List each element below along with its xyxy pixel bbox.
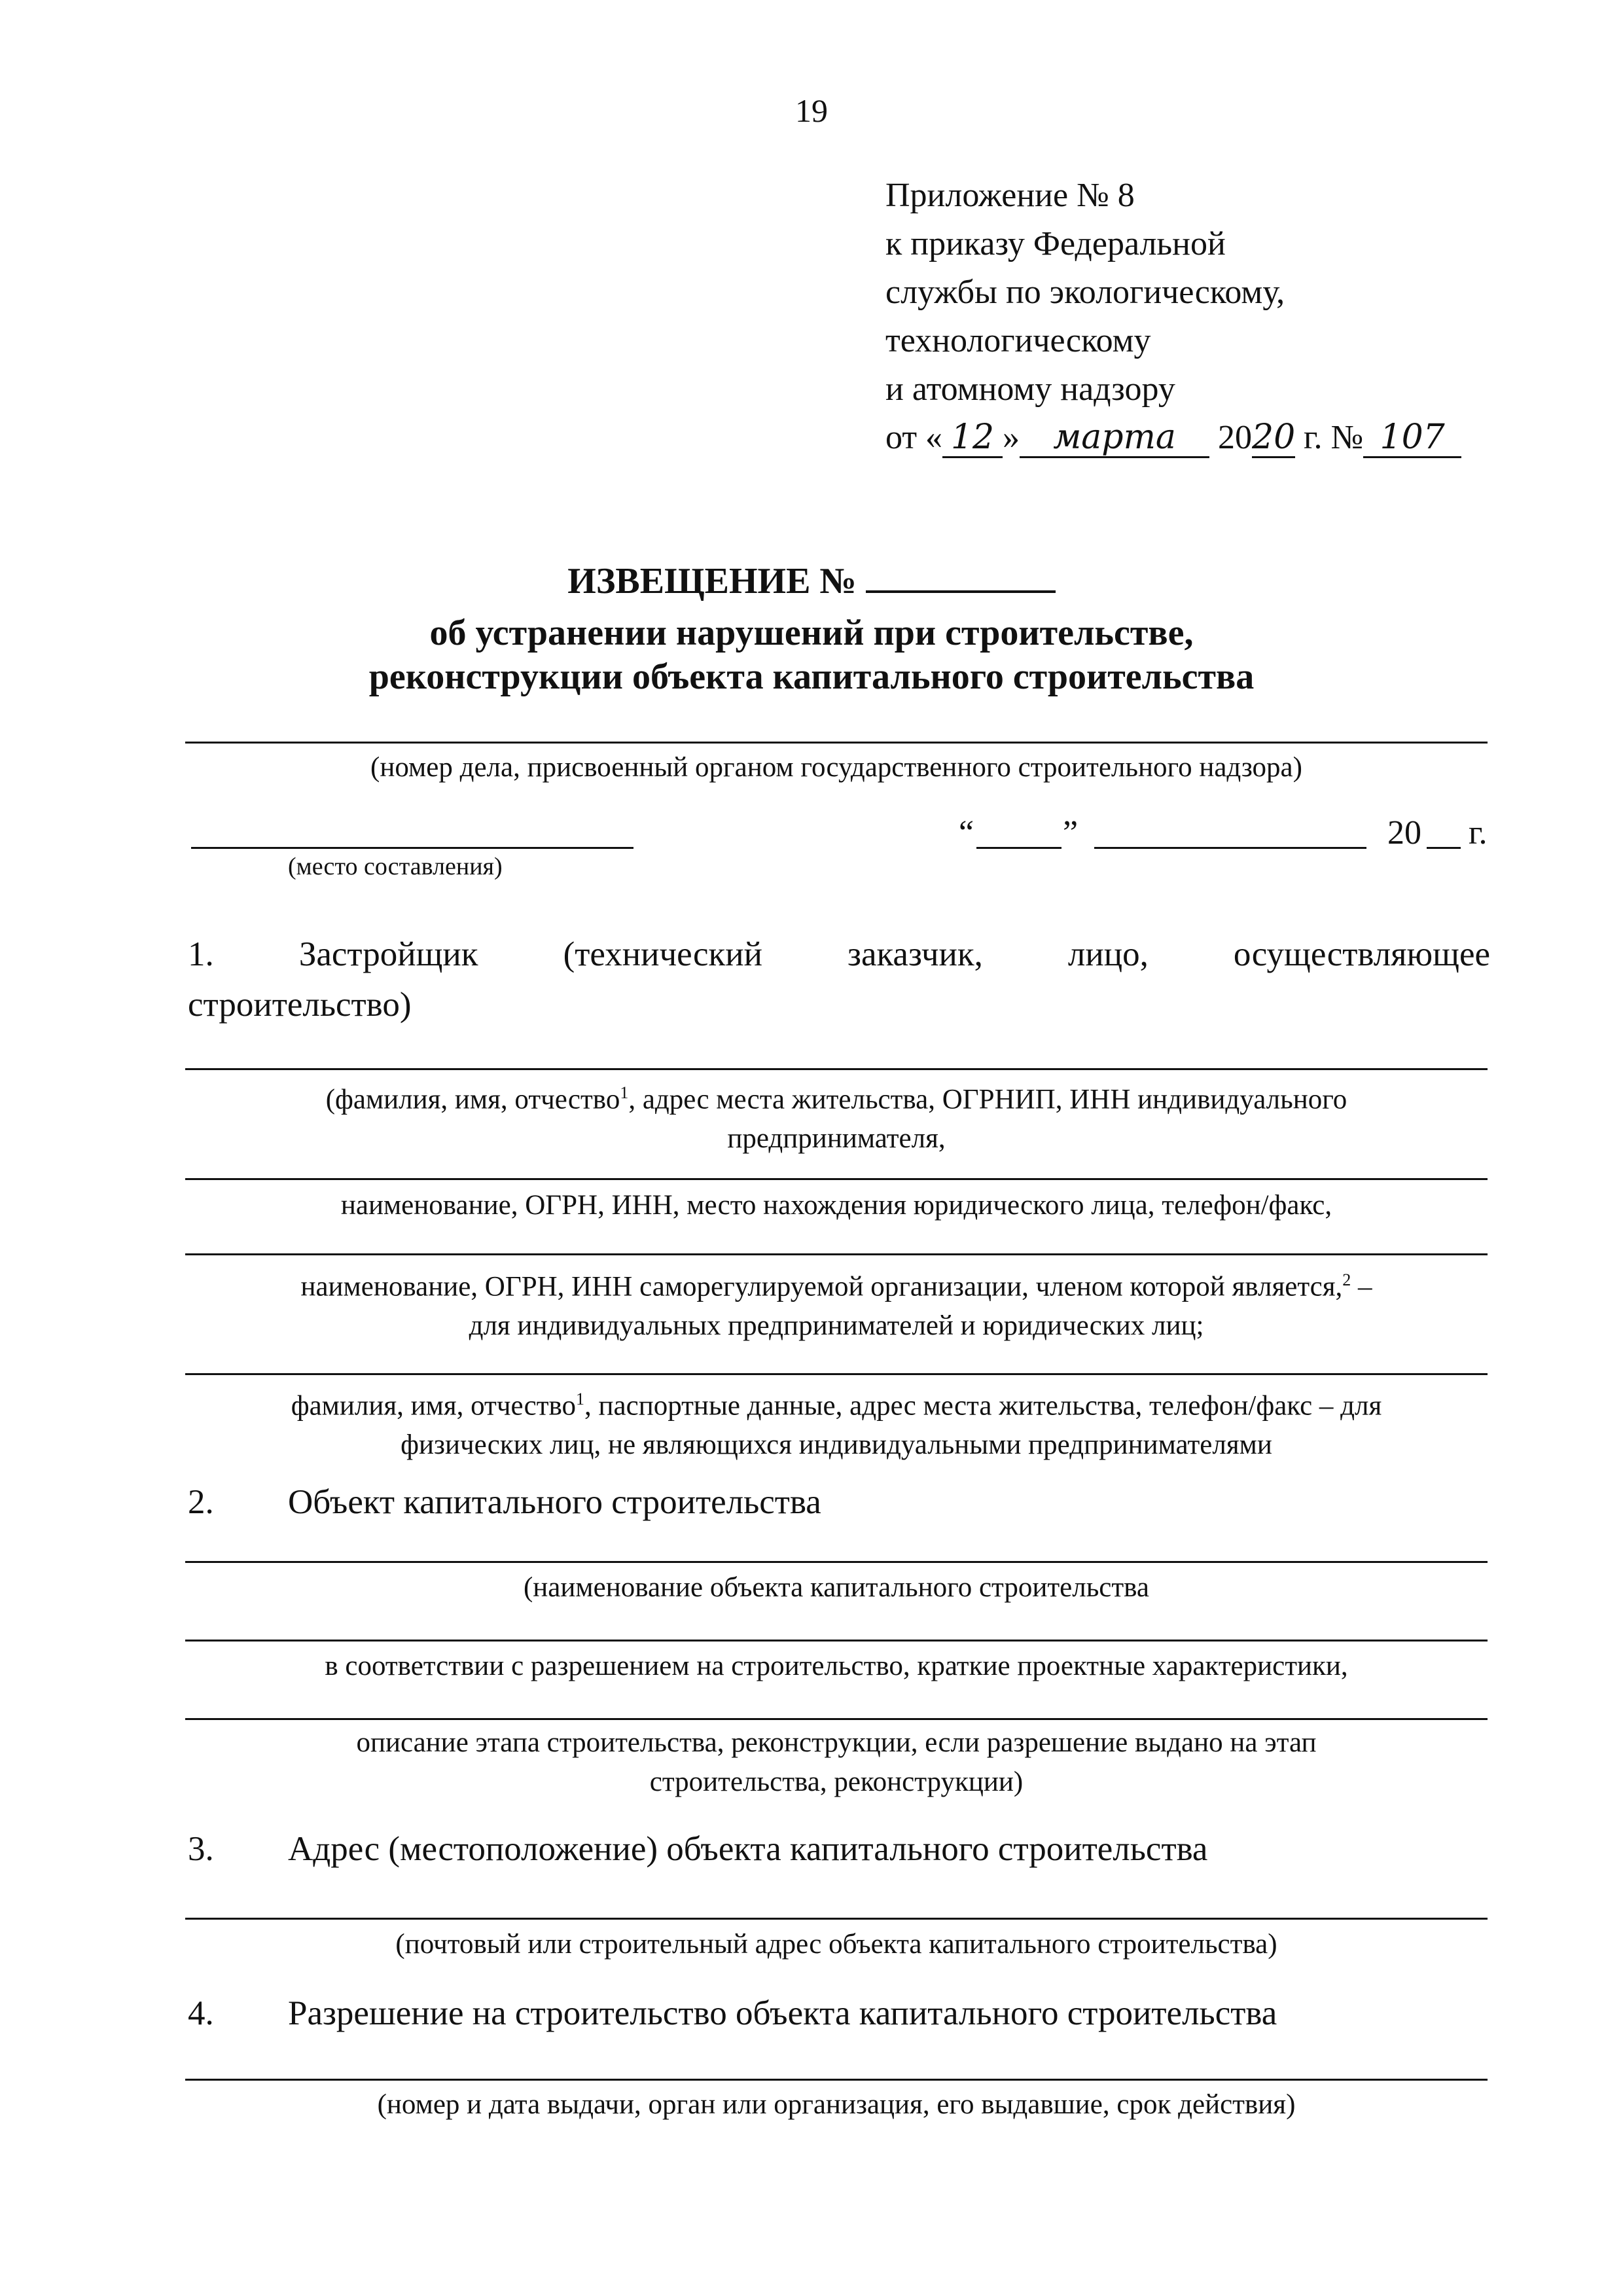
date-prefix: от « <box>885 419 943 456</box>
handwritten-order-number: 107 <box>1363 418 1461 458</box>
notice-title: ИЗВЕЩЕНИЕ № <box>567 561 857 601</box>
caption-s2-3a: описание этапа строительства, реконструкции, если разрешение выдано на этап <box>356 1727 1317 1758</box>
case-number-caption: (номер дела, присвоенный органом государственного строительного надзора) <box>370 752 1302 783</box>
section2-number: 2. <box>188 1483 214 1521</box>
section2-title: Объект капитального строительства <box>288 1483 821 1521</box>
caption1-text-a: (фамилия, имя, отчество <box>325 1084 620 1115</box>
date-day-close: » <box>1003 419 1020 456</box>
notice-subtitle-1: об устранении нарушений при строительстве, <box>429 613 1194 653</box>
section4-number: 4. <box>188 1994 214 2032</box>
section3-number: 3. <box>188 1830 214 1868</box>
section1-caption-4 <box>185 1380 1488 1465</box>
appendix-line-1: Приложение № 8 <box>885 177 1135 214</box>
appendix-line-2: к приказу Федеральной <box>885 225 1226 262</box>
handwritten-year: 20 <box>1252 418 1296 457</box>
footnote-ref-2: 2 <box>1342 1270 1351 1289</box>
year-g-number-label: г. № <box>1304 419 1364 456</box>
caption-s2-3b: строительства, реконструкции) <box>649 1767 1024 1797</box>
caption3-text-c: для индивидуальных предпринимателей и юридических лиц; <box>469 1310 1204 1342</box>
caption4-text-a: фамилия, имя, отчество <box>291 1390 577 1422</box>
footnote-ref-1: 1 <box>620 1083 629 1102</box>
section1-line-4 <box>185 1373 1488 1375</box>
caption3-text-b: – <box>1351 1271 1372 1302</box>
date-year-suffix: г. <box>1469 814 1488 852</box>
year-prefix: 20 <box>1218 419 1253 456</box>
section1-word-3: (технический <box>563 935 762 973</box>
caption3-text-a: наименование, ОГРН, ИНН саморегулируемой организации, членом которой является, <box>300 1271 1343 1302</box>
open-quote: “ <box>959 814 974 852</box>
section1-line-1 <box>185 1068 1488 1070</box>
date-day-blank <box>976 847 1061 849</box>
section2-line-1 <box>185 1561 1488 1563</box>
section1-caption-2: наименование, ОГРН, ИНН, место нахождения юридического лица, телефон/факс, <box>340 1190 1332 1221</box>
section4-caption: (номер и дата выдачи, орган или организация, его выдавшие, срок действия) <box>377 2089 1296 2120</box>
handwritten-month: марта <box>1020 418 1209 458</box>
section1-word-2: Застройщик <box>298 935 478 973</box>
section1-line-2 <box>185 1178 1488 1180</box>
footnote-ref-3: 1 <box>576 1390 585 1408</box>
date-year-prefix: 20 <box>1387 814 1421 852</box>
date-year-blank <box>1427 847 1461 849</box>
section2-line-3 <box>185 1718 1488 1720</box>
section3-line <box>185 1918 1488 1920</box>
handwritten-day: 12 <box>942 418 1003 458</box>
section2-caption-3 <box>185 1723 1488 1802</box>
place-caption: (место составления) <box>288 853 503 880</box>
appendix-line-3: службы по экологическому, <box>885 274 1285 311</box>
caption4-text-c: физических лиц, не являющихся индивидуальными предпринимателями <box>401 1429 1272 1461</box>
section1-heading-line2: строительство) <box>188 986 412 1024</box>
section1-caption-1 <box>185 1073 1488 1158</box>
case-number-line <box>185 742 1488 744</box>
section1-word-1: 1. <box>188 935 214 973</box>
caption1-text-c: предпринимателя, <box>727 1123 946 1155</box>
place-line <box>191 847 633 849</box>
notice-title-line <box>0 560 1623 602</box>
notice-number-blank <box>866 590 1056 593</box>
section2-line-2 <box>185 1640 1488 1641</box>
notice-subtitle-2: реконструкции объекта капитального строительства <box>368 656 1255 697</box>
caption1-text-b: , адрес места жительства, ОГРНИП, ИНН индивидуального <box>628 1084 1347 1115</box>
section2-caption-1: (наименование объекта капитального строительства <box>523 1572 1150 1603</box>
section1-word-5: лицо, <box>1067 935 1149 973</box>
appendix-date-line <box>885 414 1461 462</box>
page-number: 19 <box>795 92 828 129</box>
appendix-line-5: и атомному надзору <box>885 370 1175 408</box>
close-quote: ” <box>1063 814 1079 852</box>
caption4-text-b: , паспортные данные, адрес места жительства, телефон/факс – для <box>584 1390 1382 1422</box>
section3-caption: (почтовый или строительный адрес объекта капитального строительства) <box>395 1929 1277 1960</box>
section2-caption-2: в соответствии с разрешением на строительство, краткие проектные характеристики, <box>325 1651 1348 1681</box>
section1-heading <box>188 935 1490 974</box>
section1-word-4: заказчик, <box>847 935 983 973</box>
section1-line-3 <box>185 1253 1488 1255</box>
appendix-block <box>885 171 1461 462</box>
section1-word-6: осуществляющее <box>1233 935 1490 973</box>
section4-title: Разрешение на строительство объекта капитального строительства <box>288 1994 1277 2032</box>
section3-title: Адрес (местоположение) объекта капитального строительства <box>288 1830 1208 1868</box>
appendix-line-4: технологическому <box>885 322 1151 359</box>
section4-line <box>185 2079 1488 2081</box>
section1-caption-3 <box>185 1261 1488 1346</box>
date-month-blank <box>1094 847 1366 849</box>
